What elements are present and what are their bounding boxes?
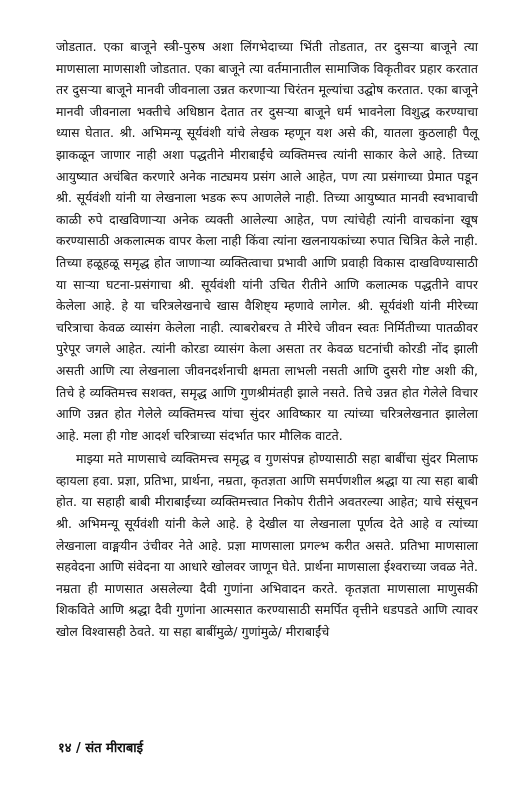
paragraph-2: माझ्या मते माणसाचे व्यक्तिमत्त्व समृद्ध व गुणसंपन्न होण्यासाठी सहा बाबींचा सुंदर मिलाफ व्हायला हवा. प्रज्ञा, प्रतिभा, प्रार्थना, नम्रता, कृतज्ञता आणि समर्पणशील श्रद्धा या त्या सहा बाबी होत. या सहाही बाबी मीराबाईंच्या व्यक्तिमत्त्वात निकोप रीतीने अवतरल्या आहेत; याचे संसूचन श्री. अभिमन्यू सूर्यवंशी यांनी केले आहे. हे देखील या लेखनाला पूर्णत्व देते आहे व त्यांच्या लेखनाला वाङ्मयीन उंचीवर नेते आहे. प्रज्ञा माणसाला प्रगल्भ करीत असते. प्रतिभा माणसाला सहवेदना आणि संवेदना या आधारे खोलवर जाणून घेते. प्रार्थना माणसाला ईश्वराच्या जवळ नेते. नम्रता ही माणसात असलेल्या दैवी गुणांना अभिवादन करते. कृतज्ञता माणसाला माणुसकी शिकविते आणि श्रद्धा दैवी गुणांना आत्मसात करण्यासाठी समर्पित वृत्तीने धडपडते आणि त्यावर खोल विश्वासही ठेवते. या सहा बाबींमुळे/ गुणांमुळे/ मीराबाईंचे: [56, 451, 478, 640]
paragraph-1: जोडतात. एका बाजूने स्त्री-पुरुष अशा लिंगभेदाच्या भिंती तोडतात, तर दुसऱ्या बाजूने त्या माणसाला माणसाशी जोडतात. एका बाजूने त्या वर्तमानातील सामाजिक विकृतीवर प्रहार करतात तर दुसऱ्या बाजूने मानवी जीवनाला उन्नत करणाऱ्या चिरंतन मूल्यांचा उद्घोष करतात. एका बाजूने मानवी जीवनाला भक्तीचे अधिष्ठान देतात तर दुसऱ्या बाजूने धर्म भावनेला विशुद्ध करण्याचा ध्यास घेतात. श्री. अभिमन्यू सूर्यवंशी यांचे लेखक म्हणून यश असे की, यातला कुठलाही पैलू झाकळून जाणार नाही अशा पद्धतीने मीराबाईंचे व्यक्तिमत्त्व त्यांनी साकार केले आहे. तिच्या आयुष्यात अचंबित करणारे अनेक नाट्यमय प्रसंग आले आहेत, पण त्या प्रसंगाच्या प्रेमात पडून श्री. सूर्यवंशी यांनी या लेखनाला भडक रूप आणलेले नाही. तिच्या आयुष्यात मानवी स्वभावाची काळी रुपे दाखविणाऱ्या अनेक व्यक्ती आलेल्या आहेत, पण त्यांचेही त्यांनी वाचकांना खूष करण्यासाठी अकलात्मक वापर केला नाही किंवा त्यांना खलनायकांच्या रुपात चित्रित केले नाही. तिच्या हळूहळू समृद्ध होत जाणाऱ्या व्यक्तित्वाचा प्रभावी आणि प्रवाही विकास दाखविण्यासाठी या साऱ्या घटना-प्रसंगाचा श्री. सूर्यवंशी यांनी उचित रीतीने आणि कलात्मक पद्धतीने वापर केलेला आहे. हे या चरित्रलेखनाचे खास वैशिष्ट्य म्हणावे लागेल. श्री. सूर्यवंशी यांनी मीरेच्या चरित्राचा केवळ व्यासंग केलेला नाही. त्याबरोबरच ते मीरेचे जीवन स्वतः निर्मितीच्या पातळीवर पुरेपूर जगले आहेत. त्यांनी कोरडा व्यासंग केला असता तर केवळ घटनांची कोरडी नोंद झाली असती आणि त्या लेखनाला जीवनदर्शनाची क्षमता लाभली नसती आणि दुसरी गोष्ट अशी की, तिचे हे व्यक्तिमत्त्व सशक्त, समृद्ध आणि गुणश्रीमंतही झाले नसते. तिचे उन्नत होत गेलेले विचार आणि उन्नत होत गेलेले व्यक्तिमत्त्व यांचा सुंदर आविष्कार या त्यांच्या चरित्रलेखनात झालेला आहे. मला ही गोष्ट आदर्श चरित्राच्या संदर्भात फार मौलिक वाटते.: [56, 39, 478, 443]
page-footer: १४ / संत मीराबाई: [58, 741, 144, 756]
